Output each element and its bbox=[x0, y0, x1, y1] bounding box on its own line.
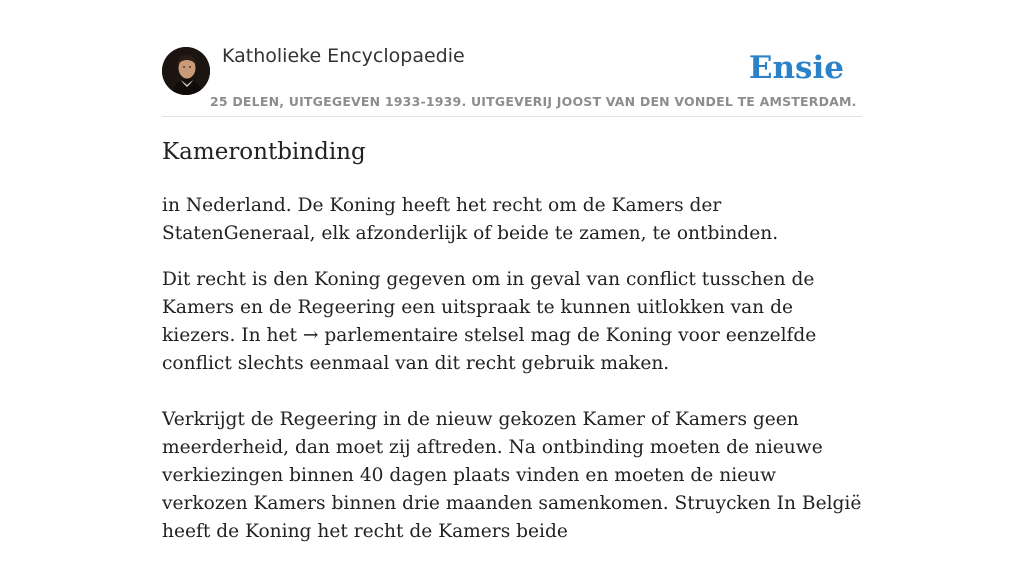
source-subtitle: 25 DELEN, UITGEGEVEN 1933-1939. UITGEVERIJ JOOST VAN DEN VONDEL TE AMSTERDAM. bbox=[210, 94, 857, 109]
source-title[interactable]: Katholieke Encyclopaedie bbox=[222, 45, 465, 67]
paragraph: Dit recht is den Koning gegeven om in geval van conflict tusschen de Kamers en de Regeering een uitspraak te kunnen uitlokken van de kiezers. In het → parlementaire stelsel mag de Koning voor eenzelfde conflict slechts eenmaal van dit recht gebruik maken. bbox=[162, 269, 817, 374]
article-title: Kamerontbinding bbox=[162, 139, 366, 165]
portrait-avatar-icon[interactable] bbox=[162, 47, 210, 95]
portrait-icon bbox=[162, 47, 210, 95]
source-header bbox=[162, 0, 862, 117]
article-body bbox=[162, 192, 862, 564]
ensie-logo-link[interactable]: Ensie bbox=[748, 50, 844, 86]
page bbox=[162, 0, 862, 542]
paragraph: in Nederland. De Koning heeft het recht om de Kamers der StatenGeneraal, elk afzonderlijk of beide te zamen, te ontbinden. bbox=[162, 195, 779, 244]
paragraph: Verkrijgt de Regeering in de nieuw gekozen Kamer of Kamers geen meerderheid, dan moet zij aftreden. Na ontbinding moeten de nieuwe verkiezingen binnen 40 dagen plaats vinden en moeten de nieuw verkozen Kamers binnen drie maanden samenkomen. Struycken In België heeft de Koning het recht de Kamers beide bbox=[162, 409, 862, 542]
